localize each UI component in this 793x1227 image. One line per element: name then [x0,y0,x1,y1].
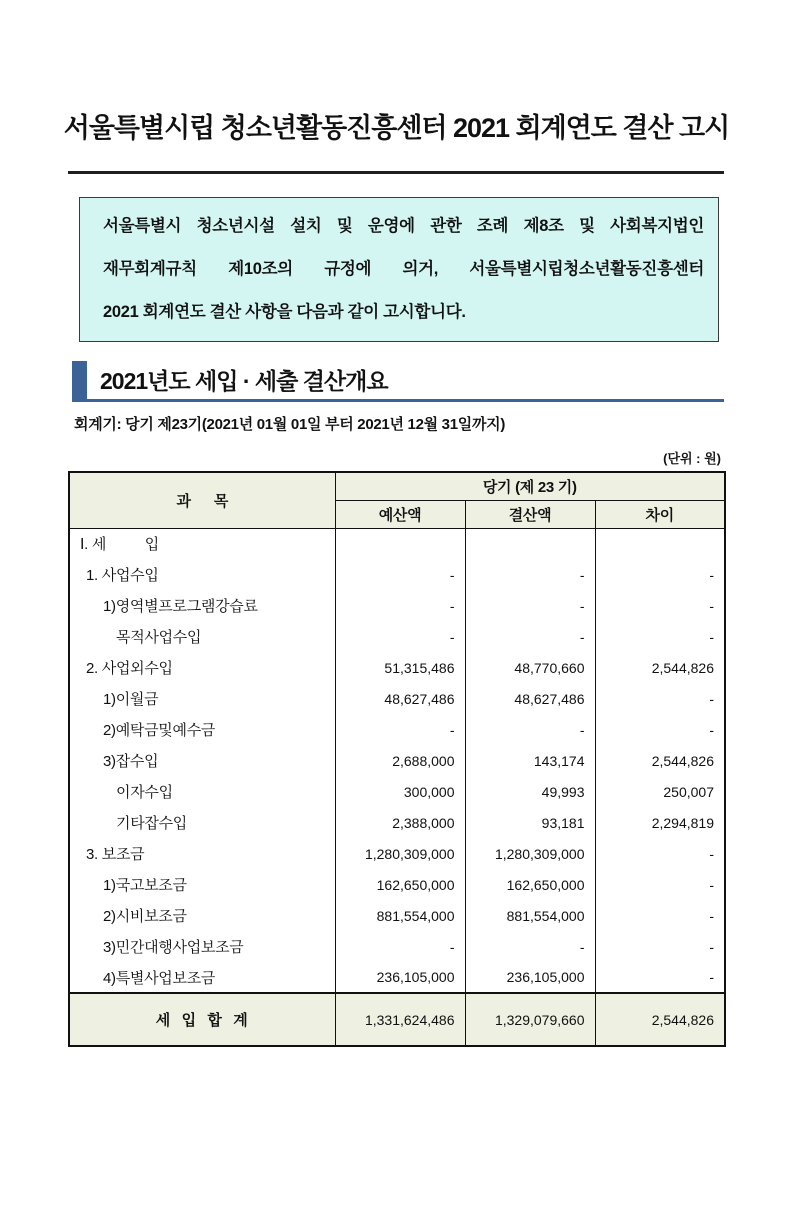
budget-cell: 2,688,000 [335,745,465,776]
budget-cell: 51,315,486 [335,652,465,683]
settlement-cell: 93,181 [465,807,595,838]
subject-cell: 목적사업수입 [69,621,335,652]
budget-cell: 300,000 [335,776,465,807]
settlement-cell: - [465,559,595,590]
settlement-cell: - [465,931,595,962]
subject-cell: 3)잡수입 [69,745,335,776]
column-header-subject: 과 목 [69,472,335,528]
difference-cell: 2,544,826 [595,745,725,776]
table-footer [69,993,725,1046]
subject-cell: 2)예탁금및예수금 [69,714,335,745]
budget-cell [335,528,465,559]
section-header [72,361,724,402]
settlement-cell: 48,627,486 [465,683,595,714]
difference-cell: - [595,869,725,900]
difference-cell: - [595,931,725,962]
difference-cell: - [595,621,725,652]
budget-cell: 1,280,309,000 [335,838,465,869]
budget-cell: - [335,590,465,621]
notice-line-3: 2021 회계연도 결산 사항을 다음과 같이 고시합니다. [103,303,466,321]
settlement-cell: - [465,590,595,621]
table-row [69,652,725,683]
table-row [69,838,725,869]
total-row [69,993,725,1046]
settlement-cell [465,528,595,559]
difference-cell: - [595,590,725,621]
notice-line-1: 서울특별시 청소년시설 설치 및 운영에 관한 조례 제8조 및 사회복지법인 [103,217,704,235]
table-row [69,807,725,838]
budget-cell: - [335,621,465,652]
subject-cell: 2)시비보조금 [69,900,335,931]
settlement-cell: 236,105,000 [465,962,595,993]
table-row [69,962,725,993]
table-row [69,900,725,931]
fiscal-period: 회계기: 당기 제23기(2021년 01월 01일 부터 2021년 12월 31일까지) [74,416,506,433]
budget-cell: 162,650,000 [335,869,465,900]
table-header [69,472,725,528]
settlement-cell: 1,280,309,000 [465,838,595,869]
difference-cell: - [595,559,725,590]
settlement-cell: 143,174 [465,745,595,776]
subject-cell: 2. 사업외수입 [69,652,335,683]
subject-cell: 3. 보조금 [69,838,335,869]
total-settlement: 1,329,079,660 [465,993,595,1046]
page-title: 서울특별시립 청소년활동진흥센터 2021 회계연도 결산 고시 [63,113,730,143]
table-row [69,683,725,714]
table-body [69,528,725,993]
table-row [69,621,725,652]
table-row [69,869,725,900]
table-row [69,714,725,745]
total-difference: 2,544,826 [595,993,725,1046]
difference-cell [595,528,725,559]
subject-cell: 1)국고보조금 [69,869,335,900]
settlement-cell: - [465,621,595,652]
subject-cell: 3)민간대행사업보조금 [69,931,335,962]
settlement-cell: 881,554,000 [465,900,595,931]
subject-cell: 이자수입 [69,776,335,807]
total-label: 세 입 합 계 [69,993,335,1046]
table-row [69,590,725,621]
title-divider [68,171,724,174]
budget-cell: 2,388,000 [335,807,465,838]
budget-cell: 881,554,000 [335,900,465,931]
column-header-settlement: 결산액 [465,500,595,528]
difference-cell: - [595,714,725,745]
section-title: 2021년도 세입 · 세출 결산개요 [100,368,388,394]
total-budget: 1,331,624,486 [335,993,465,1046]
table-row [69,931,725,962]
table-row [69,745,725,776]
difference-cell: - [595,838,725,869]
budget-cell: 236,105,000 [335,962,465,993]
subject-cell: 1. 사업수입 [69,559,335,590]
subject-cell: 1)영역별프로그램강습료 [69,590,335,621]
budget-cell: - [335,714,465,745]
difference-cell: - [595,683,725,714]
difference-cell: - [595,900,725,931]
notice-box [79,197,719,342]
table-row [69,559,725,590]
document-page [0,106,793,1227]
settlement-cell: 48,770,660 [465,652,595,683]
budget-cell: - [335,931,465,962]
table-row [69,528,725,559]
column-header-budget: 예산액 [335,500,465,528]
column-header-difference: 차이 [595,500,725,528]
column-header-current-term: 당기 (제 23 기) [335,472,725,500]
budget-cell: 48,627,486 [335,683,465,714]
notice-line-2: 재무회계규칙 제10조의 규정에 의거, 서울특별시립청소년활동진흥센터 [103,260,704,278]
subject-cell: 4)특별사업보조금 [69,962,335,993]
settlement-cell: 49,993 [465,776,595,807]
unit-label: (단위 : 원) [663,451,721,466]
subject-cell: Ⅰ. 세 입 [69,528,335,559]
difference-cell: - [595,962,725,993]
subject-cell: 기타잡수입 [69,807,335,838]
table-row [69,776,725,807]
settlement-cell: 162,650,000 [465,869,595,900]
subject-cell: 1)이월금 [69,683,335,714]
budget-cell: - [335,559,465,590]
section-accent-bar [72,361,87,399]
difference-cell: 2,294,819 [595,807,725,838]
difference-cell: 250,007 [595,776,725,807]
settlement-cell: - [465,714,595,745]
settlement-table [68,471,726,1047]
difference-cell: 2,544,826 [595,652,725,683]
